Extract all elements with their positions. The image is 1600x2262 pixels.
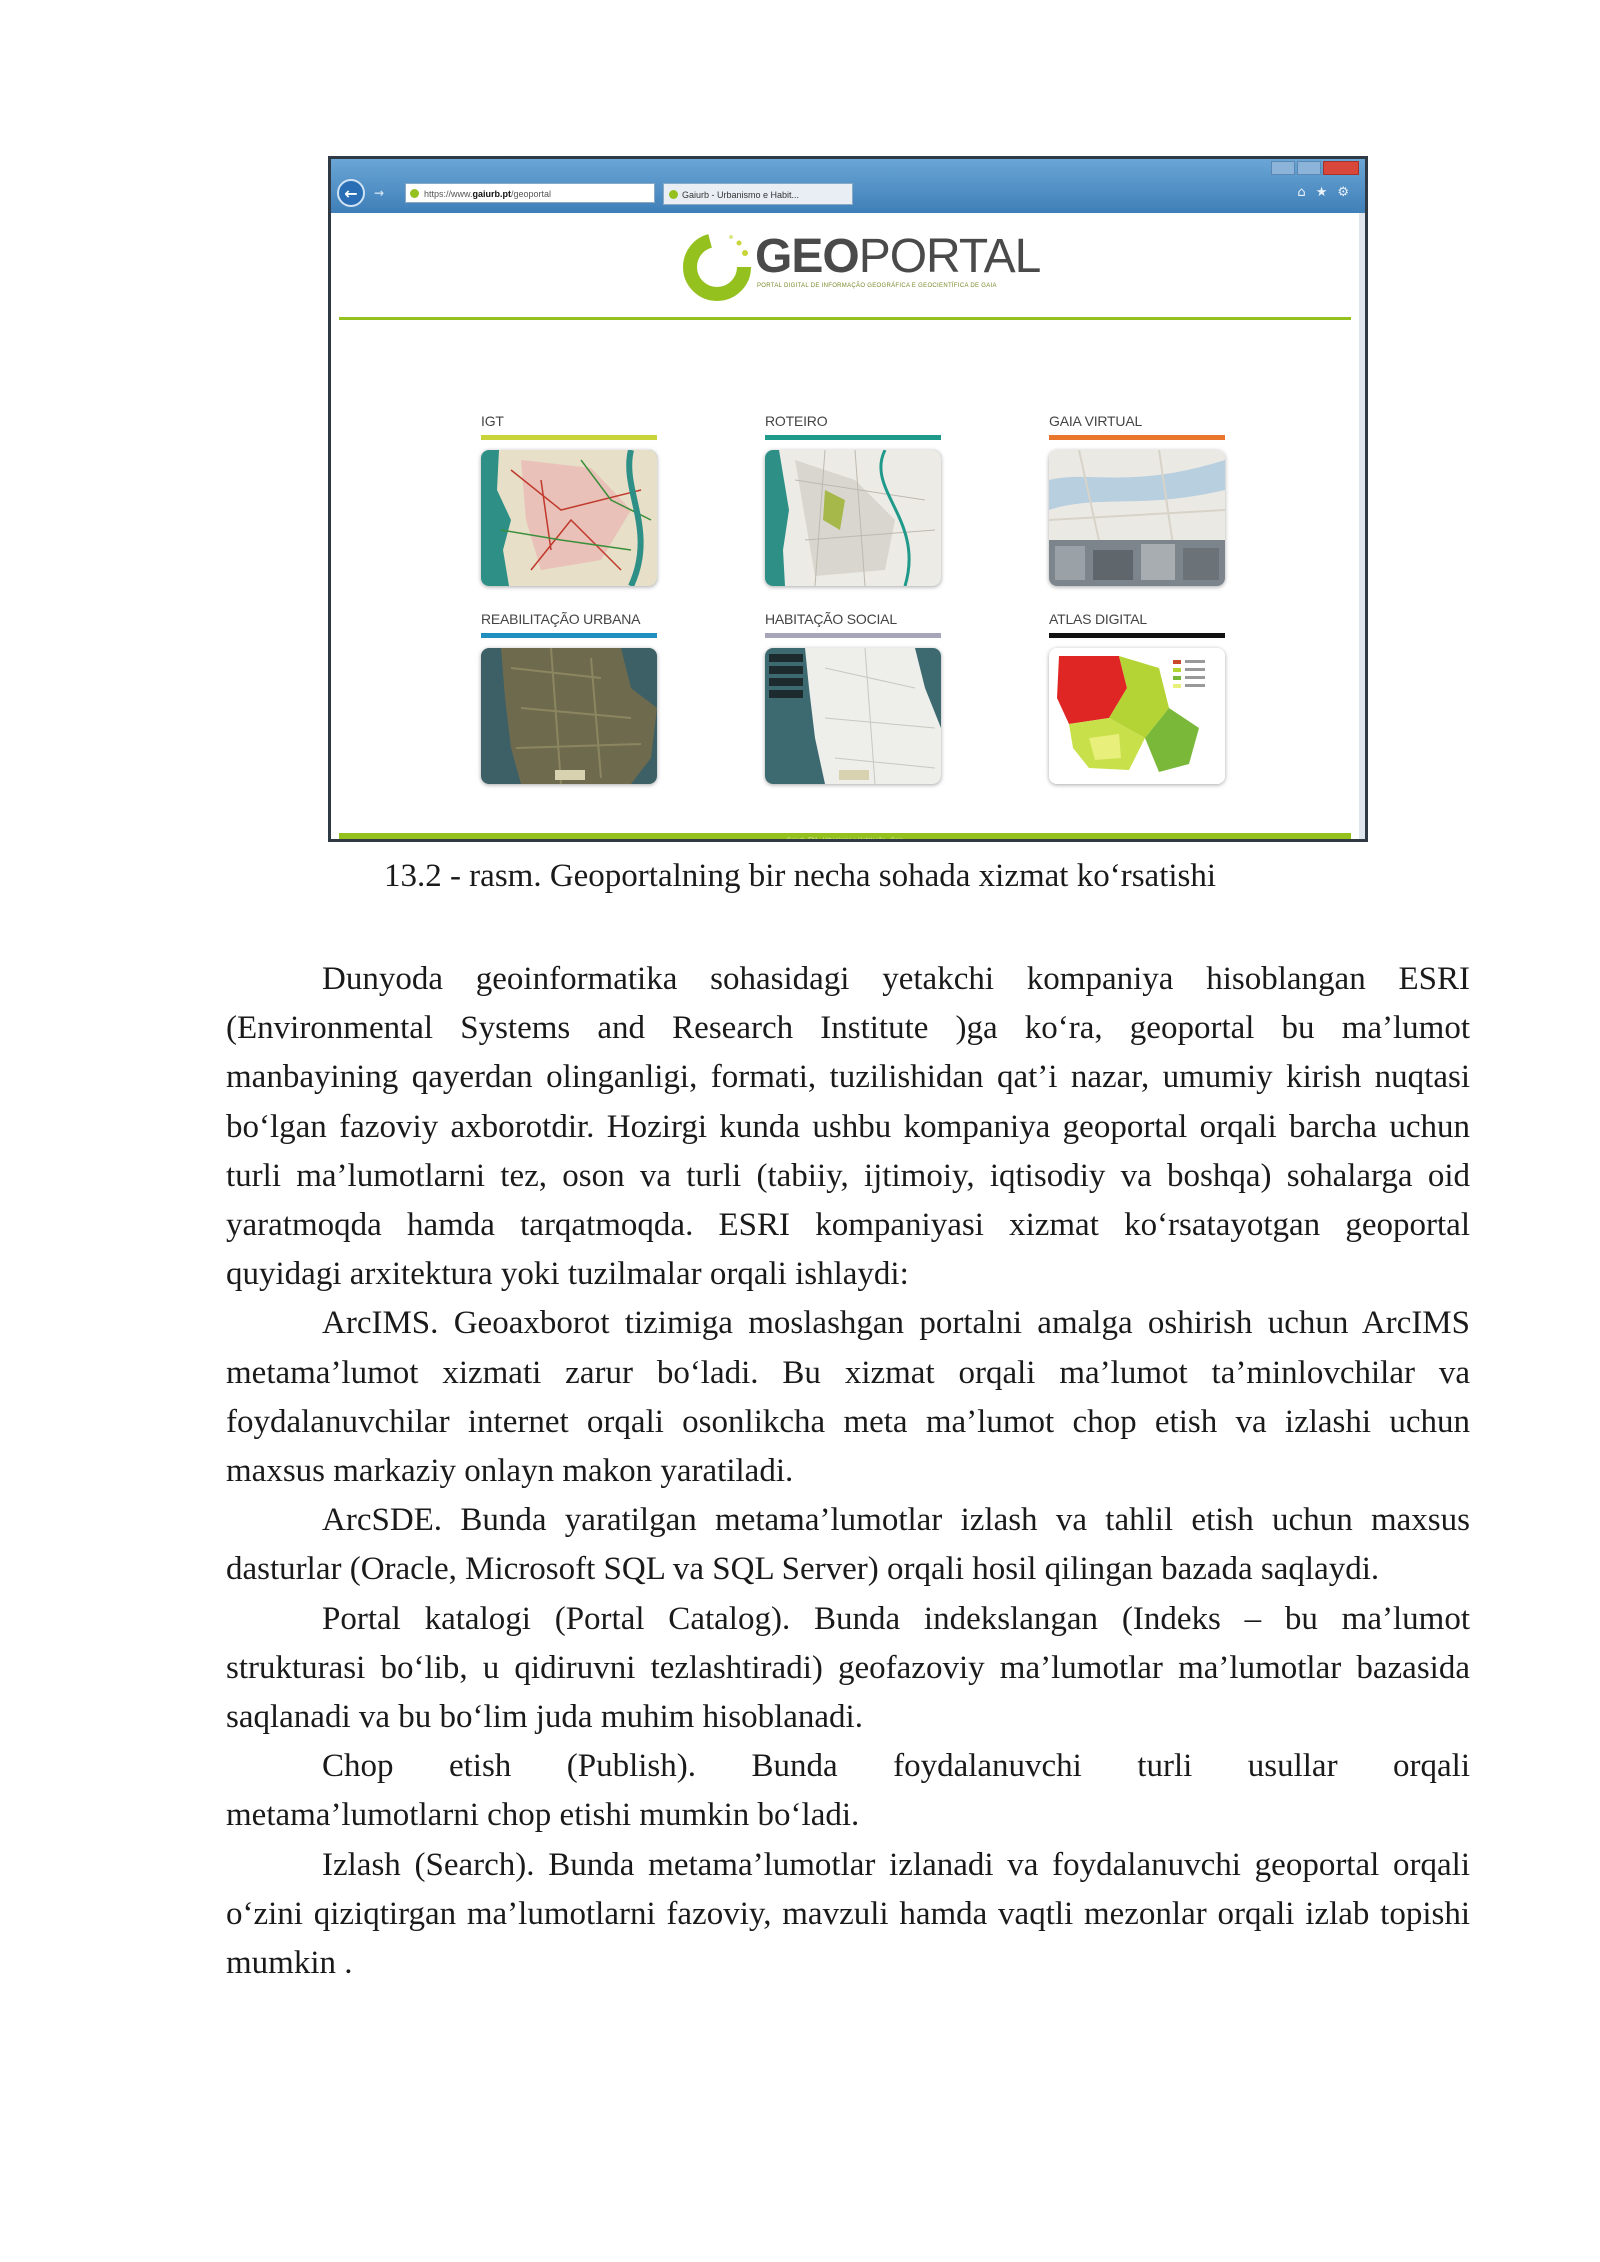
maximize-icon[interactable] (1297, 161, 1321, 175)
geoportal-subtitle: PORTAL DIGITAL DE INFORMAÇÃO GEOGRÁFICA E GEOCIENTÍFICA DE GAIA (757, 283, 997, 289)
star-icon[interactable]: ★ (1315, 185, 1328, 200)
gear-icon[interactable]: ⚙ (1337, 185, 1349, 200)
window-controls (1271, 161, 1359, 175)
favicon-icon (669, 190, 678, 199)
tile-bar (765, 633, 941, 638)
browser-tab[interactable] (663, 183, 853, 205)
tile-bar (1049, 435, 1225, 440)
map-thumbnail[interactable] (1049, 648, 1225, 784)
web-page (339, 213, 1357, 842)
forward-arrow-icon[interactable]: → (373, 186, 385, 200)
tile-label: HABITAÇÃO SOCIAL (765, 611, 897, 627)
minimize-icon[interactable] (1271, 161, 1295, 175)
tile-bar (481, 633, 657, 638)
paragraph-search: Izlash (Search). Bunda metama’lumotlar izlanadi va foydalanuvchi geoportal orqali o‘zini qiziqtirgan ma’lumotlarni fazoviy, mavzuli hamda vaqtli mezonlar orqali izlab topishi mumkin . (226, 1846, 1470, 1982)
paragraph-arcsde: ArcSDE. Bunda yaratilgan metama’lumotlar izlash va tahlil etish uchun maxsus dasturlar (Oracle, Microsoft SQL va SQL Server) orqali hosil qilingan bazada saqlaydi. (226, 1502, 1470, 1588)
map-thumbnail[interactable] (765, 648, 941, 784)
tile-label: REABILITAÇÃO URBANA (481, 611, 641, 627)
paragraph-portal-catalog: Portal katalogi (Portal Catalog). Bunda indekslangan (Indeks – bu ma’lumot strukturasi bo‘lib, u qidiruvni tezlashtiradi) geofazoviy ma’lumotlar ma’lumotlar bazasida saqlanadi va bu bo‘lim juda muhim hisoblanadi. (226, 1600, 1470, 1736)
paragraph-publish-continued: metama’lumotlarni chop etishi mumkin bo‘ladi. (226, 1797, 860, 1834)
tile-label: ATLAS DIGITAL (1049, 611, 1148, 627)
tile-reabilitacao-urbana[interactable] (481, 611, 661, 784)
scrollbar[interactable] (1359, 213, 1365, 839)
back-arrow-icon[interactable]: ← (337, 179, 365, 207)
tile-habitacao-social[interactable] (765, 611, 945, 784)
geoportal-logo-icon (679, 231, 759, 301)
close-icon[interactable] (1323, 161, 1359, 175)
browser-chrome (331, 159, 1365, 213)
geoportal-wordmark: GEOPORTAL (755, 230, 1041, 283)
tile-label: ROTEIRO (765, 413, 828, 429)
paragraph-publish: Chop etish (Publish). Bunda foydalanuvchi turli usullar orqali (322, 1748, 1470, 1785)
tile-atlas-digital[interactable] (1049, 611, 1229, 784)
body-text (226, 955, 1470, 1988)
map-thumbnail[interactable] (765, 450, 941, 586)
address-prefix: https://www. (424, 189, 473, 199)
tile-bar (765, 435, 941, 440)
paragraph-arcims: ArcIMS. Geoaxborot tizimiga moslashgan portalni amalga oshirish uchun ArcIMS metama’lumot xizmati zarur bo‘ladi. Bu xizmat orqali ma’lumot ta’minlovchilar va foydalanuvchilar internet orqali osonlikcha meta ma’lumot chop etish va izlashi uchun maxsus markaziy onlayn makon yaratiladi. (226, 1305, 1470, 1490)
tile-bar (1049, 633, 1225, 638)
tile-igt[interactable] (481, 413, 661, 586)
paragraph-esri: Dunyoda geoinformatika sohasidagi yetakchi kompaniya hisoblangan ESRI (Environmental Systems and Research Institute )ga ko‘ra, geoportal bu ma’lumot manbayining qayerdan olinganligi, formati, tuzilishidan qat’i nazar, umumiy kirish nuqtasi bo‘lgan fazoviy axborotdir. Hozirgi kunda ushbu kompaniya geoportal orqali barcha uchun turli ma’lumotlarni tez, oson va turli (tabiiy, ijtimoiy, iqtisodiy va boshqa) sohalarga oid yaratmoqda hamda tarqatmoqda. ESRI kompaniyasi xizmat ko‘rsatayotgan geoportal quyidagi arxitektura yoki tuzilmalar orqali ishlaydi: (226, 961, 1470, 1293)
geoportal-screenshot (328, 156, 1368, 842)
tile-label: IGT (481, 413, 504, 429)
header-rule (339, 317, 1351, 320)
tile-roteiro[interactable] (765, 413, 945, 586)
map-thumbnail[interactable] (481, 450, 657, 586)
tile-gaia-virtual[interactable] (1049, 413, 1229, 586)
browser-tools (1297, 185, 1349, 200)
tile-bar (481, 435, 657, 440)
footer-bar: Gaiurb, EM - Urbanismo e Habitação - Gaia (339, 833, 1351, 842)
address-domain: gaiurb.pt (472, 189, 512, 199)
figure-caption: 13.2 - rasm. Geoportalning bir necha sohada xizmat ko‘rsatishi (383, 858, 1217, 894)
tab-title: Gaiurb - Urbanismo e Habit... (682, 190, 800, 200)
address-suffix: /geoportal (511, 189, 552, 199)
map-thumbnail[interactable] (481, 648, 657, 784)
tile-label: GAIA VIRTUAL (1049, 413, 1143, 429)
home-icon[interactable]: ⌂ (1297, 185, 1306, 200)
favicon-icon (410, 189, 419, 198)
map-thumbnail[interactable] (1049, 450, 1225, 586)
address-bar[interactable] (405, 183, 655, 203)
